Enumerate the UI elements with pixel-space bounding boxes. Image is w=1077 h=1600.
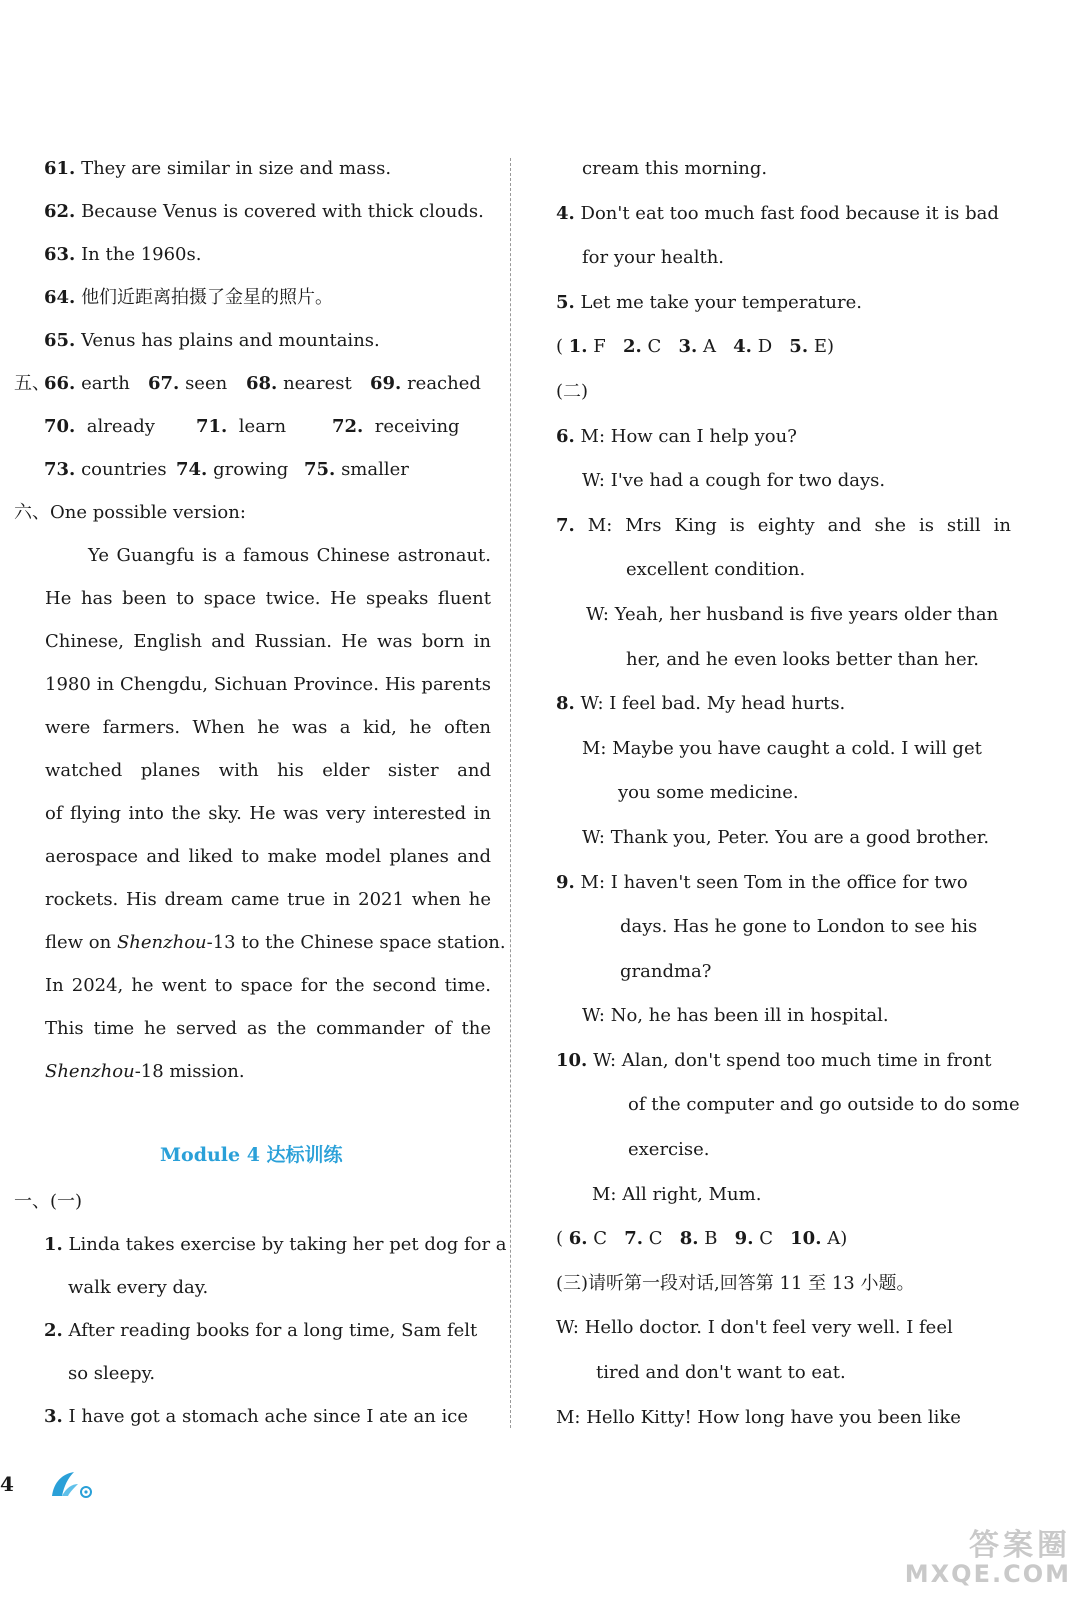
right-column	[556, 150, 1020, 1443]
essay-line: were farmers. When he was a kid, he often	[45, 717, 491, 738]
dialog-8-m-cont: you some medicine.	[618, 782, 799, 804]
answer-63: 63. In the 1960s.	[44, 244, 202, 265]
section-5-row-2: 70. already 71. learn 72. receiving	[44, 416, 460, 437]
dialog-9-m: 9. M: I haven't seen Tom in the office for two	[556, 871, 968, 893]
part-3-label: (三)请听第一段对话,回答第 11 至 13 小题。	[556, 1272, 915, 1294]
essay-line: In 2024, he went to space for the second time.	[45, 975, 491, 996]
dialog-7-w-cont: her, and he even looks better than her.	[626, 648, 980, 670]
essay-line: flew on Shenzhou-13 to the Chinese space station.	[45, 932, 506, 953]
essay-line: Shenzhou-18 mission.	[45, 1061, 245, 1082]
dialog-9-m-cont2: grandma?	[620, 960, 712, 982]
section-1-label: 一、(一)	[14, 1191, 83, 1212]
essay-line: 1980 in Chengdu, Sichuan Province. His parents	[45, 674, 491, 695]
watermark: 答案圈 MXQE.COM	[904, 1528, 1071, 1588]
answer-61: 61. They are similar in size and mass.	[44, 158, 392, 179]
answer-64: 64. 他们近距离拍摄了金星的照片。	[44, 287, 334, 308]
section-6-heading: 六、One possible version:	[14, 502, 246, 523]
dialog-11-w: W: Hello doctor. I don't feel very well. I feel	[556, 1317, 953, 1339]
essay-line: He has been to space twice. He speaks fluent	[45, 588, 491, 609]
dialog-11-w-cont: tired and don't want to eat.	[596, 1362, 846, 1384]
dialog-8-w2: W: Thank you, Peter. You are a good brother.	[582, 826, 990, 848]
question-1: 1. Linda takes exercise by taking her pet dog for a	[44, 1234, 507, 1255]
question-3: 3. I have got a stomach ache since I ate an ice	[44, 1406, 469, 1427]
essay-line: Chinese, English and Russian. He was born in	[45, 631, 491, 652]
dialog-10-w: 10. W: Alan, don't spend too much time in front	[556, 1049, 992, 1071]
essay-line: This time he served as the commander of the	[45, 1018, 491, 1039]
answer-62: 62. Because Venus is covered with thick clouds.	[44, 201, 484, 222]
dialog-9-m-cont: days. Has he gone to London to see his	[620, 916, 978, 938]
section-5-row-1: 五、66. earth 67. seen 68. nearest 69. reached	[14, 365, 498, 408]
answer-65: 65. Venus has plains and mountains.	[44, 330, 380, 351]
dialog-8-w: 8. W: I feel bad. My head hurts.	[556, 693, 846, 715]
essay-line: rockets. His dream came true in 2021 when he	[45, 889, 491, 910]
leaf-logo-icon	[48, 1468, 98, 1505]
dialog-10-w-cont2: exercise.	[628, 1139, 710, 1161]
dialog-9-w: W: No, he has been ill in hospital.	[582, 1005, 889, 1027]
answers-1-5: ( 1. F 2. C 3. A 4. D 5. E)	[556, 336, 834, 358]
essay-line: of flying into the sky. He was very interested in	[45, 803, 491, 824]
question-3-cont: cream this morning.	[582, 158, 768, 179]
dialog-11-m: M: Hello Kitty! How long have you been like	[556, 1406, 961, 1428]
section-5-row-3: 73. countries 74. growing 75. smaller	[44, 459, 409, 480]
section-1-block	[14, 1183, 507, 1441]
section-5-label: 五、	[14, 373, 50, 394]
left-column	[14, 150, 506, 1096]
essay-line: aerospace and liked to make model planes and	[45, 846, 491, 867]
question-4-cont: for your health.	[582, 247, 725, 269]
question-1-cont: walk every day.	[68, 1277, 209, 1298]
question-4: 4. Don't eat too much fast food because it is bad	[556, 202, 999, 224]
dialog-10-w-cont: of the computer and go outside to do some	[628, 1094, 1020, 1116]
page-number: 4	[0, 1472, 14, 1496]
essay-line: Ye Guangfu is a famous Chinese astronaut.	[88, 545, 491, 566]
column-divider	[510, 158, 511, 1428]
module-title: Module 4 达标训练	[160, 1144, 343, 1166]
dialog-6-m: 6. M: How can I help you?	[556, 425, 797, 447]
dialog-7-w: W: Yeah, her husband is five years older than	[586, 603, 999, 625]
dialog-8-m: M: Maybe you have caught a cold. I will get	[582, 737, 982, 759]
dialog-7-m-cont: excellent condition.	[626, 559, 806, 581]
part-2-label: (二)	[556, 380, 589, 402]
dialog-6-w: W: I've had a cough for two days.	[582, 470, 886, 492]
question-2-cont: so sleepy.	[68, 1363, 156, 1384]
essay-line: watched planes with his elder sister and	[45, 760, 491, 781]
question-5: 5. Let me take your temperature.	[556, 291, 862, 313]
answers-6-10: ( 6. C 7. C 8. B 9. C 10. A)	[556, 1228, 848, 1250]
question-2: 2. After reading books for a long time, Sam felt	[44, 1320, 478, 1341]
dialog-10-m: M: All right, Mum.	[592, 1183, 762, 1205]
dialog-7-m: 7. M: Mrs King is eighty and she is still in	[556, 514, 1011, 536]
